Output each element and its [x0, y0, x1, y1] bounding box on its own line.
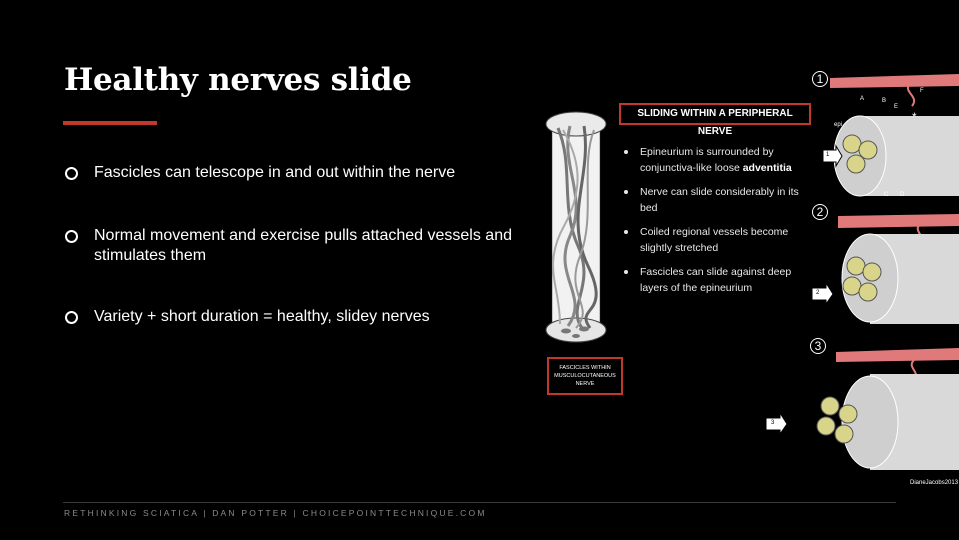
nerve-panel-3 [766, 348, 959, 470]
slide-footer: RETHINKING SCIATICA | DAN POTTER | CHOICEPOINTTECHNIQUE.COM [64, 508, 487, 518]
arrow-number: 1 [826, 152, 830, 158]
nerve-panel-2 [812, 214, 959, 324]
bullet-text: Variety + short duration = healthy, slidey nerves [94, 308, 430, 325]
part-label-b: B [882, 98, 887, 104]
fascicle-bundle-drawing [546, 112, 606, 342]
title-underline [63, 121, 157, 125]
figure-caption: FASCICLES WITHIN MUSCULOCUTANEOUS NERVE [547, 357, 623, 395]
slide-title: Healthy nerves slide [64, 62, 412, 98]
figure-bullet-text: Epineurium is surrounded by conjunctiva-like loose [640, 146, 774, 174]
hollow-bullet-icon [65, 167, 78, 180]
step-number-badge: 2 [812, 204, 828, 220]
bullet-item [64, 226, 524, 266]
arrow-number: 2 [816, 290, 820, 296]
part-label-d: D [900, 192, 905, 198]
arrow-number: 3 [771, 420, 775, 426]
figure-bullet-text: Coiled regional vessels become slightly stretched [640, 226, 789, 254]
figure-bullet-item [622, 264, 802, 296]
part-label-a: A [860, 96, 865, 102]
bullet-text: Fascicles can telescope in and out within the nerve [94, 164, 456, 181]
figure-bullet-list [622, 144, 802, 304]
part-label-f: F [920, 88, 924, 94]
figure-bullet-text: Nerve can slide considerably in its bed [640, 186, 799, 214]
figure-bullet-item [622, 184, 802, 216]
bullet-item [64, 163, 524, 183]
figure-bullet-item [622, 224, 802, 256]
image-credit: DianeJacobs2013 [910, 480, 959, 486]
figure-heading: SLIDING WITHIN A PERIPHERAL NERVE [619, 103, 811, 125]
hollow-bullet-icon [65, 230, 78, 243]
step-number-badge: 1 [812, 71, 828, 87]
asterisk-label: * [912, 110, 917, 124]
hollow-bullet-icon [65, 311, 78, 324]
epineurium-label: epi [834, 122, 843, 128]
part-label-e: E [894, 104, 899, 110]
figure-bullet-bold: adventitia [742, 162, 792, 174]
bullet-text: Normal movement and exercise pulls attached vessels and stimulates them [94, 227, 512, 264]
figure-bullet-item [622, 144, 802, 176]
bullet-item [64, 307, 524, 327]
part-label-c: C [884, 192, 889, 198]
nerve-panel-1 [823, 74, 959, 196]
footer-divider [63, 502, 896, 503]
nerve-sliding-figure [530, 66, 959, 492]
step-number-badge: 3 [810, 338, 826, 354]
figure-bullet-text: Fascicles can slide against deep layers of the epineurium [640, 266, 792, 294]
